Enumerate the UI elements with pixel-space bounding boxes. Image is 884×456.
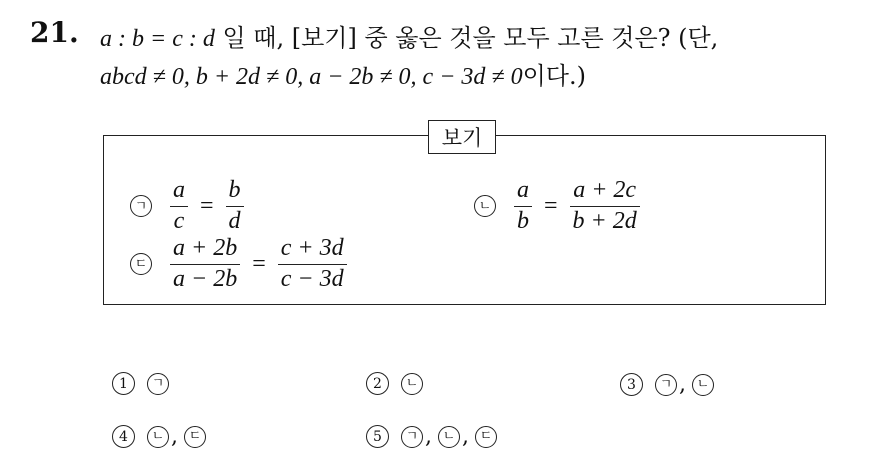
choice-mark: ㄴ	[401, 373, 423, 395]
equals-sign: =	[252, 250, 266, 277]
fraction-bar	[278, 264, 347, 265]
ratio-expression: a : b = c : d	[100, 26, 215, 52]
item-mark: ㄷ	[130, 253, 152, 275]
choice-mark: ㄷ	[184, 426, 206, 448]
fraction	[170, 178, 188, 234]
choice-number: 3	[620, 373, 643, 396]
fraction	[170, 236, 240, 292]
fraction-bar	[226, 206, 244, 207]
numerator: a + 2b	[173, 235, 238, 261]
choice-5[interactable]: 5 ㄱ , ㄴ , ㄷ	[366, 424, 511, 449]
question-number: 21.	[30, 16, 79, 49]
choice-mark: ㄴ	[692, 374, 714, 396]
conditions-expression: abcd ≠ 0, b + 2d ≠ 0, a − 2b ≠ 0, c − 3d ≠ 0	[100, 64, 523, 90]
choice-mark: ㄴ	[438, 426, 460, 448]
question-text-1: 일 때, [보기] 중 옳은 것을 모두 고른 것은? (단,	[222, 24, 719, 52]
item-mark: ㄱ	[130, 195, 152, 217]
bogi-title: 보기	[428, 120, 496, 154]
fraction	[226, 178, 244, 234]
choice-2[interactable]	[366, 372, 437, 395]
bogi-item-b	[474, 178, 644, 234]
denominator: a − 2b	[173, 266, 238, 293]
fraction	[570, 178, 640, 234]
choice-1[interactable]	[112, 372, 183, 395]
choice-3[interactable]: 3 ㄱ , ㄴ	[620, 372, 728, 397]
numerator: c + 3d	[280, 235, 344, 261]
question-line-2	[100, 56, 586, 91]
choice-mark: ㄴ	[147, 426, 169, 448]
equals-sign: =	[544, 192, 558, 219]
fraction-bar	[170, 206, 188, 207]
fraction	[278, 236, 347, 292]
choice-number: 1	[112, 372, 135, 395]
fraction-bar	[514, 206, 532, 207]
fraction-bar	[170, 264, 240, 265]
denominator: c	[173, 208, 185, 235]
numerator: b	[228, 177, 241, 203]
choice-mark: ㄱ	[147, 373, 169, 395]
bogi-item-c	[130, 236, 351, 292]
numerator: a	[173, 177, 185, 203]
question-line-1	[100, 18, 718, 53]
choice-number: 5	[366, 425, 389, 448]
fraction-bar	[570, 206, 640, 207]
numerator: a + 2c	[573, 177, 637, 203]
question-text-2: 이다.)	[522, 62, 586, 90]
numerator: a	[517, 177, 529, 203]
fraction	[514, 178, 532, 234]
choice-number: 4	[112, 425, 135, 448]
denominator: b	[517, 208, 529, 235]
denominator: c − 3d	[280, 266, 344, 293]
bogi-item-a	[130, 178, 248, 234]
choice-mark: ㄱ	[401, 426, 423, 448]
denominator: d	[228, 208, 241, 235]
equals-sign: =	[200, 192, 214, 219]
denominator: b + 2d	[572, 208, 637, 235]
choice-mark: ㄱ	[655, 374, 677, 396]
choice-mark: ㄷ	[475, 426, 497, 448]
item-mark: ㄴ	[474, 195, 496, 217]
choice-number: 2	[366, 372, 389, 395]
choice-4[interactable]: 4 ㄴ , ㄷ	[112, 424, 220, 449]
